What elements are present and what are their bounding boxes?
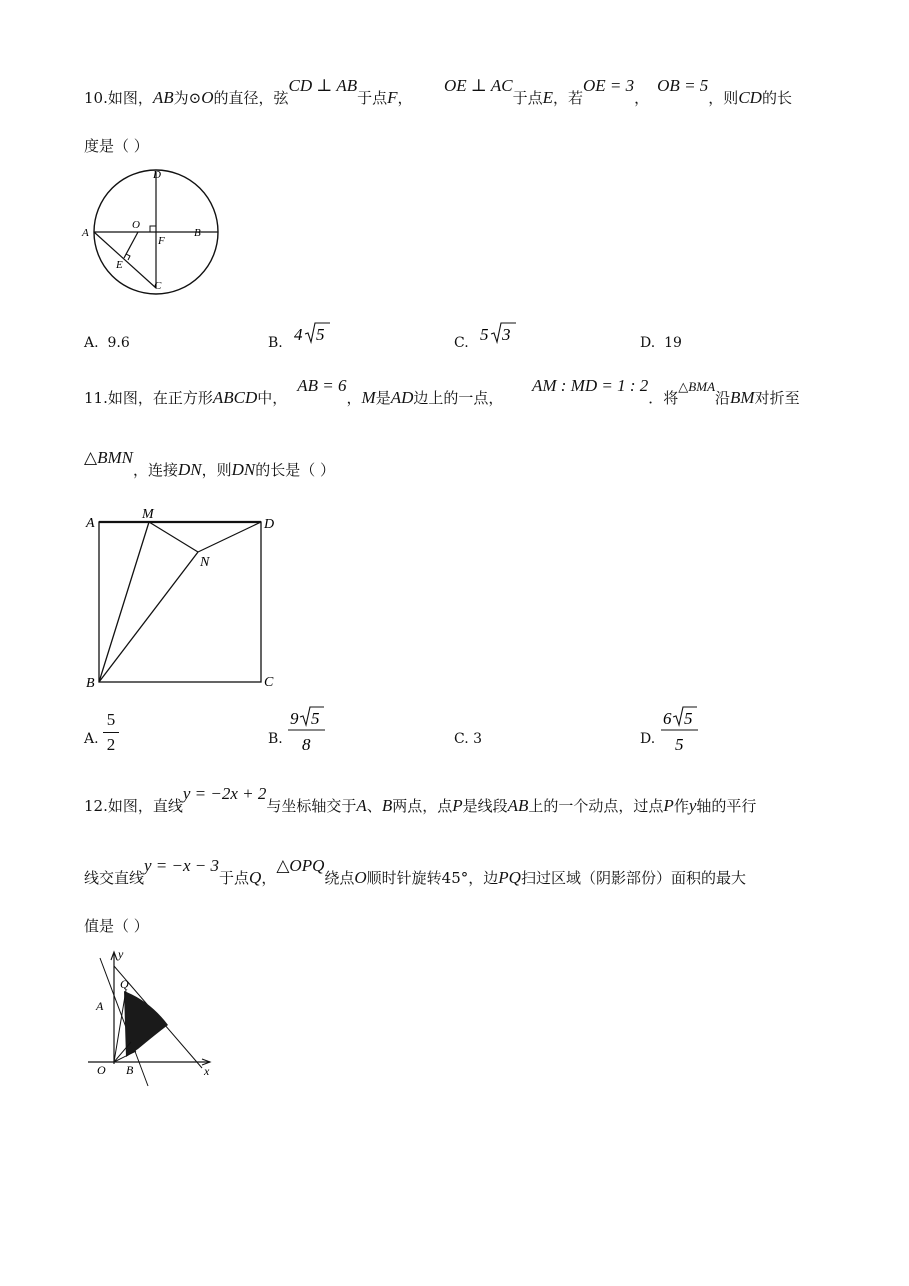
q11-option-d-fraction (661, 706, 701, 756)
q11-formula-bmn: △BMN (84, 448, 133, 467)
q11-formula-ratio: AM : MD = 1 : 2 (532, 376, 649, 395)
svg-text:3: 3 (502, 325, 511, 344)
q11-square-figure (84, 506, 284, 691)
q10-option-c-radical (480, 320, 520, 346)
q12-formula-line2: y = −x − 3 (144, 856, 220, 875)
svg-text:6: 6 (663, 709, 672, 728)
label-d: D (153, 169, 161, 181)
q12-number: 12. (84, 797, 108, 815)
q11-option-b[interactable]: B. (268, 731, 283, 747)
label-f: F (158, 235, 165, 247)
q10-option-a[interactable]: A. 9.6 (84, 335, 130, 351)
q12-line2: 线交直线y = −x − 3于点Q，△OPQ绕点O顺时针旋转45°，边PQ扫过区域（阴影部份）面积的最大 (84, 856, 746, 887)
label-b: B (126, 1063, 134, 1077)
q10-option-c[interactable]: C. (454, 335, 469, 351)
svg-text:5: 5 (684, 709, 693, 728)
q11-number: 11. (84, 389, 108, 407)
label-y: y (118, 947, 124, 961)
svg-text:5: 5 (316, 325, 325, 344)
label-d: D (264, 517, 275, 532)
q11-formula-ab: AB = 6 (297, 376, 347, 395)
q10-formula-oe-perp-ac: OE ⊥ AC (444, 76, 513, 95)
q10-option-b-radical (294, 320, 334, 346)
q12-formula-opq: △OPQ (276, 856, 325, 875)
q12-line1: 12.如图，直线y = −2x + 2与坐标轴交于A、B两点，点P是线段AB上的一个动点，过点P作y轴的平行 (84, 784, 757, 815)
label-a: A (82, 227, 89, 239)
q12-coordinate-figure (84, 946, 224, 1091)
svg-text:4: 4 (294, 325, 303, 344)
label-a: A (96, 999, 104, 1013)
q11-option-b-fraction (288, 706, 328, 756)
label-c: C (264, 675, 274, 690)
q10-number: 10. (84, 89, 108, 107)
label-n: N (200, 555, 210, 570)
q10-formula-oe: OE = 3 (583, 76, 635, 95)
q11-option-a-fraction: 5 2 (103, 710, 119, 755)
q11-option-d[interactable]: D. (640, 731, 656, 747)
q10-option-d[interactable]: D. 19 (640, 335, 682, 351)
label-a: A (86, 516, 95, 531)
label-x: x (204, 1064, 210, 1078)
q11-formula-bma: △BMA (678, 379, 716, 394)
q10-circle-figure (80, 168, 210, 293)
q11-line1: 11.如图，在正方形ABCD中，AB = 6，M是AD边上的一点， (84, 376, 504, 407)
q11-option-c[interactable]: C. 3 (454, 731, 483, 747)
q11-line2: △BMN，连接DN，则DN的长是（ ） (84, 448, 336, 479)
q10-formula-cd-perp-ab: CD ⊥ AB (288, 76, 358, 95)
q10-line2: 度是（ ） (84, 137, 149, 155)
label-m: M (142, 507, 154, 522)
label-b: B (194, 227, 201, 239)
q10-line1b: OE ⊥ AC于点E，若OE = 3，OB = 5，则CD的长 (444, 76, 792, 107)
svg-text:5: 5 (675, 735, 684, 754)
q10-option-b[interactable]: B. (268, 335, 283, 351)
svg-text:5: 5 (480, 325, 489, 344)
label-c: C (154, 280, 162, 292)
label-e: E (116, 259, 123, 271)
svg-text:9: 9 (290, 709, 299, 728)
svg-text:5: 5 (311, 709, 320, 728)
q11-option-a[interactable]: A. (84, 731, 99, 747)
q12-formula-line1: y = −2x + 2 (182, 784, 267, 803)
q10-line1: 10.如图，AB为⊙O的直径，弦CD ⊥ AB于点F， (84, 76, 413, 107)
q12-line3: 值是（ ） (84, 917, 149, 935)
label-b: B (86, 676, 95, 691)
svg-text:8: 8 (302, 735, 311, 754)
q11-line1b: AM : MD = 1 : 2．将△BMA沿BM对折至 (532, 376, 800, 407)
label-o: O (132, 219, 140, 231)
label-q: Q (120, 977, 129, 991)
label-o: O (97, 1063, 106, 1077)
q10-formula-ob: OB = 5 (657, 76, 709, 95)
